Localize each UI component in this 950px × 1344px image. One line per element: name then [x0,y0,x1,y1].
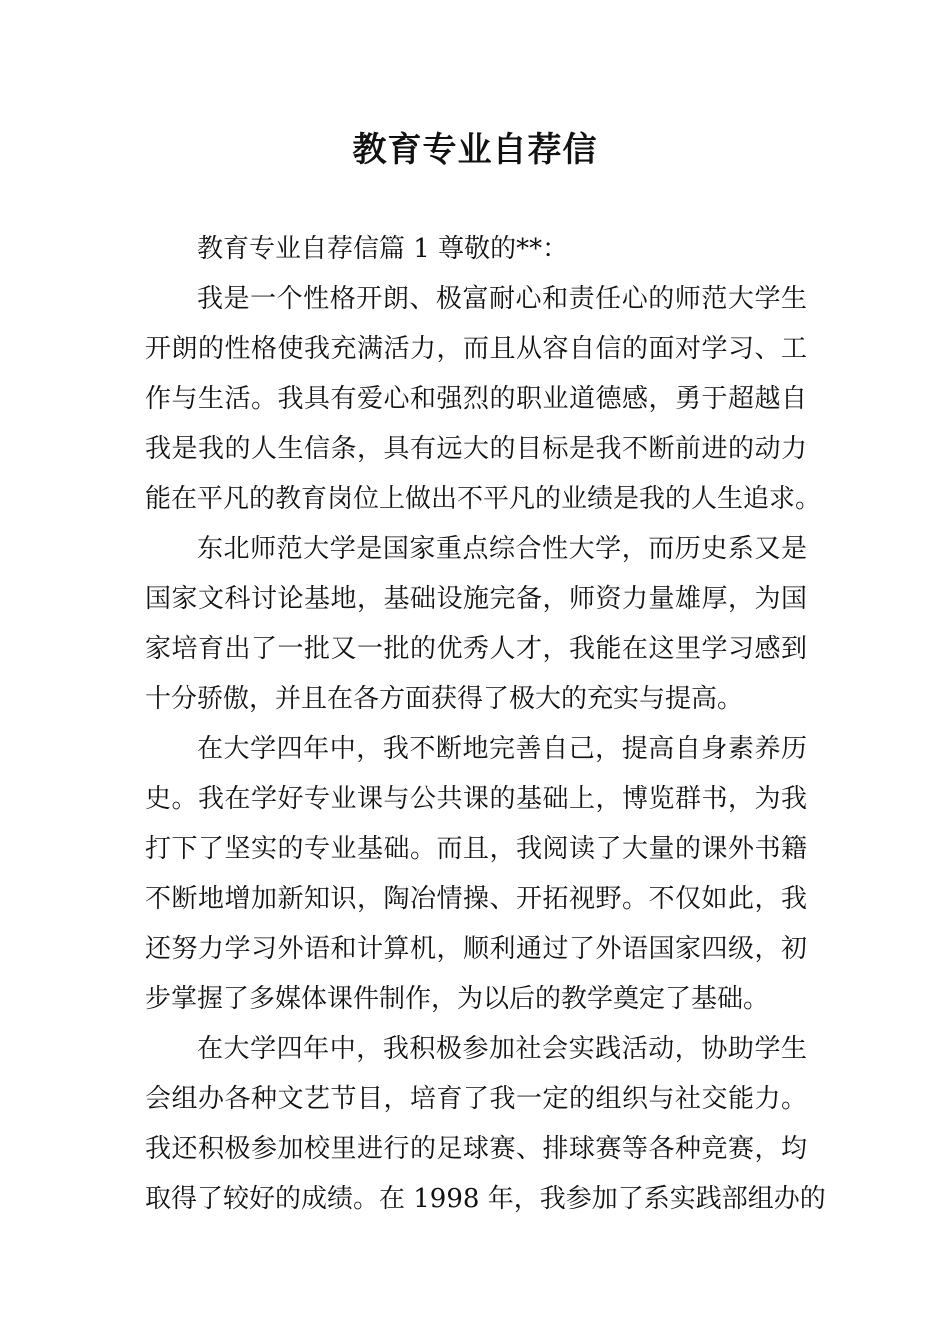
text-line: 取得了较好的成绩。在 1998 年，我参加了系实践部组办的 [145,1184,826,1214]
text-line: 还努力学习外语和计算机，顺利通过了外语国家四级，初 [145,934,807,964]
text-line: 我是我的人生信条，具有远大的目标是我不断前进的动力 [145,434,807,464]
text-line: 步掌握了多媒体课件制作，为以后的教学奠定了基础。 [145,984,770,1014]
text-line: 在大学四年中，我积极参加社会实践活动，协助学生 [197,1034,807,1064]
text-line: 我是一个性格开朗、极富耐心和责任心的师范大学生 [197,284,807,314]
text-line: 国家文科讨论基地，基础设施完备，师资力量雄厚，为国 [145,584,807,614]
text-line: 十分骄傲，并且在各方面获得了极大的充实与提高。 [145,684,744,714]
text-line: 家培育出了一批又一批的优秀人才，我能在这里学习感到 [145,634,807,664]
text-line: 史。我在学好专业课与公共课的基础上，博览群书，为我 [145,784,807,814]
text-line: 我还积极参加校里进行的足球赛、排球赛等各种竞赛，均 [145,1134,807,1164]
text-line: 能在平凡的教育岗位上做出不平凡的业绩是我的人生追求。 [145,484,822,514]
paragraph-greeting [145,224,807,274]
paragraph-activities [145,1024,826,1224]
paragraph-university [145,524,807,724]
paragraph-studies [145,724,807,1024]
text-line: 会组办各种文艺节目，培育了我一定的组织与社交能力。 [145,1084,807,1114]
text-line: 开朗的性格使我充满活力，而且从容自信的面对学习、工 [145,334,807,364]
document-body [145,224,826,1224]
document-title: 教育专业自荐信 [352,130,598,170]
text-line: 教育专业自荐信篇 1 尊敬的**： [197,234,569,264]
text-line: 不断地增加新知识，陶冶情操、开拓视野。不仅如此，我 [145,884,807,914]
text-line: 东北师范大学是国家重点综合性大学，而历史系又是 [197,534,807,564]
text-line: 作与生活。我具有爱心和强烈的职业道德感，勇于超越自 [145,384,807,414]
text-line: 打下了坚实的专业基础。而且，我阅读了大量的课外书籍 [145,834,807,864]
paragraph-introduction [145,274,822,524]
text-line: 在大学四年中，我不断地完善自己，提高自身素养历 [197,734,807,764]
